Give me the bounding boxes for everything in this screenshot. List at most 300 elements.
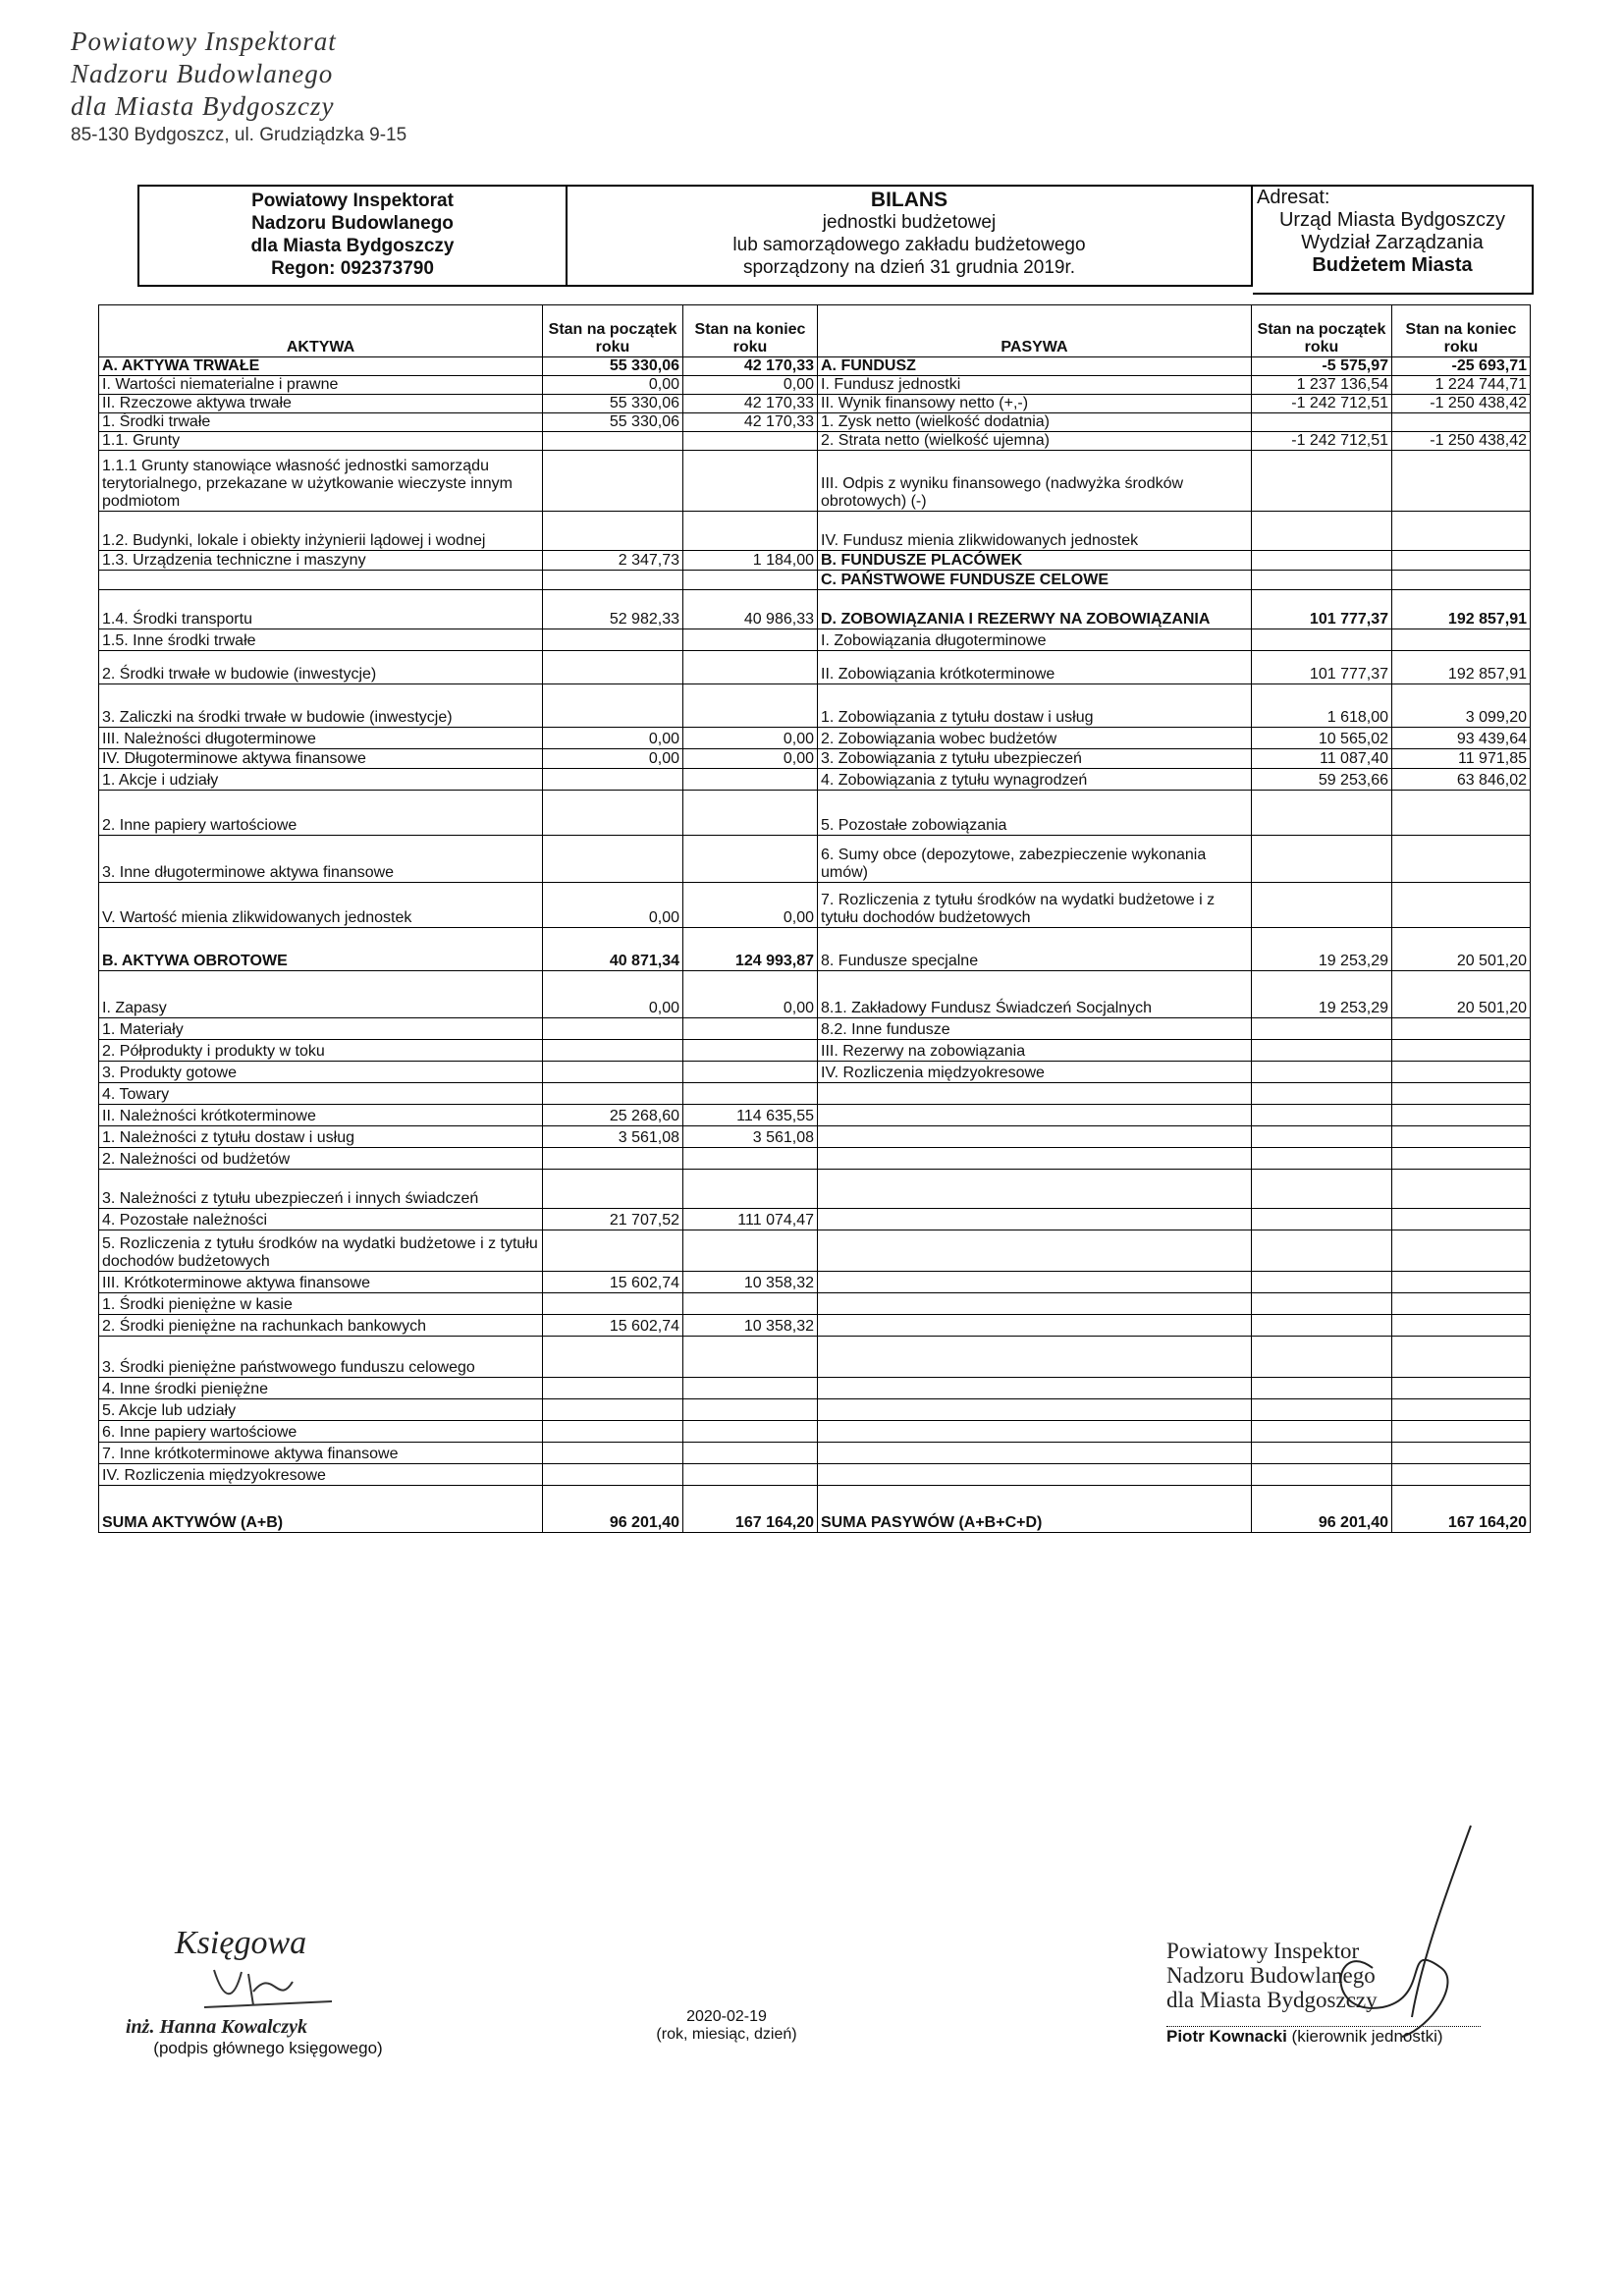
pasywa-item: 4. Zobowiązania z tytułu wynagrodzeń — [818, 769, 1252, 791]
handwritten-signature-right — [1314, 1821, 1481, 2047]
aktywa-end-value — [683, 1230, 818, 1272]
header-unit-box — [137, 185, 568, 287]
table-row — [99, 769, 1531, 791]
aktywa-end-value — [683, 651, 818, 684]
aktywa-end-value: 0,00 — [683, 749, 818, 769]
aktywa-end-value: 0,00 — [683, 971, 818, 1018]
aktywa-end-value — [683, 1293, 818, 1315]
aktywa-item: 2. Środki pieniężne na rachunkach bankowych — [99, 1315, 543, 1337]
aktywa-item: I. Zapasy — [99, 971, 543, 1018]
aktywa-end-value: 42 170,33 — [683, 413, 818, 432]
accountant-caption: (podpis głównego księgowego) — [153, 2039, 383, 2057]
pasywa-start-value: 11 087,40 — [1252, 749, 1392, 769]
signing-date-block — [628, 2008, 825, 2044]
table-row — [99, 728, 1531, 749]
aktywa-item: I. Wartości niematerialne i prawne — [99, 376, 543, 395]
aktywa-item: 4. Inne środki pieniężne — [99, 1378, 543, 1399]
pasywa-item: III. Rezerwy na zobowiązania — [818, 1040, 1252, 1062]
director-caption: (kierownik jednostki) — [1291, 2027, 1443, 2046]
aktywa-start-value — [543, 1443, 683, 1464]
pasywa-end-value — [1392, 883, 1531, 928]
aktywa-end-value: 0,00 — [683, 728, 818, 749]
pasywa-start-value — [1252, 413, 1392, 432]
aktywa-start-value: 0,00 — [543, 728, 683, 749]
pasywa-end-value — [1392, 1421, 1531, 1443]
aktywa-start-value: 52 982,33 — [543, 590, 683, 629]
pasywa-item: 7. Rozliczenia z tytułu środków na wydatki budżetowe i z tytułu dochodów budżetowych — [818, 883, 1252, 928]
aktywa-item: III. Należności długoterminowe — [99, 728, 543, 749]
aktywa-item: 2. Inne papiery wartościowe — [99, 791, 543, 836]
pasywa-start-value — [1252, 571, 1392, 590]
pasywa-start-header: Stan na początek roku — [1252, 305, 1392, 357]
aktywa-start-value — [543, 1378, 683, 1399]
pasywa-start-value — [1252, 1464, 1392, 1486]
aktywa-end-value: 10 358,32 — [683, 1272, 818, 1293]
aktywa-end-value: 42 170,33 — [683, 357, 818, 376]
aktywa-start-value — [543, 836, 683, 883]
table-row — [99, 791, 1531, 836]
pasywa-item: II. Wynik finansowy netto (+,-) — [818, 395, 1252, 413]
pasywa-end-value — [1392, 1126, 1531, 1148]
table-row — [99, 836, 1531, 883]
pasywa-end-value — [1392, 1018, 1531, 1040]
pasywa-end-value: 93 439,64 — [1392, 728, 1531, 749]
pasywa-item: III. Odpis z wyniku finansowego (nadwyżka środków obrotowych) (-) — [818, 451, 1252, 512]
aktywa-item: IV. Długoterminowe aktywa finansowe — [99, 749, 543, 769]
unit-line: Nadzoru Budowlanego — [251, 213, 454, 234]
aktywa-start-value: 3 561,08 — [543, 1126, 683, 1148]
aktywa-item: V. Wartość mienia zlikwidowanych jednostek — [99, 883, 543, 928]
aktywa-end-header: Stan na koniec roku — [683, 305, 818, 357]
aktywa-end-value — [683, 1148, 818, 1170]
pasywa-end-value — [1392, 1105, 1531, 1126]
table-row — [99, 1170, 1531, 1209]
aktywa-start-value: 15 602,74 — [543, 1315, 683, 1337]
pasywa-end-value — [1392, 1230, 1531, 1272]
aktywa-item: IV. Rozliczenia międzyokresowe — [99, 1464, 543, 1486]
pasywa-item: II. Zobowiązania krótkoterminowe — [818, 651, 1252, 684]
table-row — [99, 512, 1531, 551]
aktywa-start-value: 15 602,74 — [543, 1272, 683, 1293]
date-caption: (rok, miesiąc, dzień) — [656, 2026, 797, 2043]
aktywa-start-value — [543, 512, 683, 551]
addressee-label: Adresat: — [1257, 187, 1330, 208]
aktywa-item: 2. Środki trwałe w budowie (inwestycje) — [99, 651, 543, 684]
pasywa-start-value: 1 618,00 — [1252, 684, 1392, 728]
pasywa-start-value — [1252, 1105, 1392, 1126]
table-row — [99, 1272, 1531, 1293]
pasywa-end-value — [1392, 1337, 1531, 1378]
aktywa-end-value — [683, 1170, 818, 1209]
pasywa-end-value: 63 846,02 — [1392, 769, 1531, 791]
pasywa-start-value — [1252, 551, 1392, 571]
aktywa-total-label: SUMA AKTYWÓW (A+B) — [99, 1486, 543, 1533]
pasywa-item — [818, 1272, 1252, 1293]
signing-date: 2020-02-19 — [686, 2008, 767, 2025]
table-row — [99, 1148, 1531, 1170]
aktywa-item: II. Należności krótkoterminowe — [99, 1105, 543, 1126]
pasywa-end-value — [1392, 451, 1531, 512]
aktywa-item: 4. Pozostałe należności — [99, 1209, 543, 1230]
pasywa-item — [818, 1464, 1252, 1486]
aktywa-item: 1. Środki trwałe — [99, 413, 543, 432]
pasywa-end-value — [1392, 1040, 1531, 1062]
pasywa-start-value — [1252, 512, 1392, 551]
aktywa-item — [99, 571, 543, 590]
table-row — [99, 1378, 1531, 1399]
pasywa-end-value — [1392, 413, 1531, 432]
table-row — [99, 590, 1531, 629]
pasywa-item: 2. Zobowiązania wobec budżetów — [818, 728, 1252, 749]
table-row — [99, 1126, 1531, 1148]
pasywa-end-value — [1392, 1209, 1531, 1230]
aktywa-start-value: 40 871,34 — [543, 928, 683, 971]
totals-row — [99, 1486, 1531, 1533]
pasywa-item: 5. Pozostałe zobowiązania — [818, 791, 1252, 836]
pasywa-start-value — [1252, 629, 1392, 651]
aktywa-end-value — [683, 451, 818, 512]
aktywa-start-value — [543, 769, 683, 791]
director-stamp-line: Nadzoru Budowlanego — [1166, 1963, 1376, 1988]
addressee-line: Budżetem Miasta — [1312, 254, 1473, 276]
pasywa-start-value — [1252, 1421, 1392, 1443]
aktywa-start-value — [543, 791, 683, 836]
pasywa-start-value: 19 253,29 — [1252, 928, 1392, 971]
table-row — [99, 376, 1531, 395]
table-row — [99, 1399, 1531, 1421]
unit-head-signature — [1166, 1939, 1481, 2047]
aktywa-end-value — [683, 1040, 818, 1062]
accountant-stamp-name: inż. Hanna Kowalczyk — [126, 2016, 308, 2038]
pasywa-item — [818, 1337, 1252, 1378]
aktywa-end-value — [683, 1443, 818, 1464]
aktywa-start-value — [543, 1293, 683, 1315]
aktywa-end-value — [683, 629, 818, 651]
pasywa-end-value — [1392, 1293, 1531, 1315]
pasywa-end-header: Stan na koniec roku — [1392, 305, 1531, 357]
title-line: jednostki budżetowej — [822, 212, 997, 233]
aktywa-end-value: 114 635,55 — [683, 1105, 818, 1126]
pasywa-end-value — [1392, 1083, 1531, 1105]
aktywa-header: AKTYWA — [99, 305, 543, 357]
aktywa-end-value: 111 074,47 — [683, 1209, 818, 1230]
table-row — [99, 571, 1531, 590]
stamp-line: Nadzoru Budowlanego — [71, 59, 334, 88]
aktywa-total-end: 167 164,20 — [683, 1486, 818, 1533]
aktywa-item: 5. Rozliczenia z tytułu środków na wydatki budżetowe i z tytułu dochodów budżetowych — [99, 1230, 543, 1272]
title-line: sporządzony na dzień 31 grudnia 2019r. — [742, 257, 1076, 278]
pasywa-item: A. FUNDUSZ — [818, 357, 1252, 376]
aktywa-item: 1.4. Środki transportu — [99, 590, 543, 629]
aktywa-item: 1.1.1 Grunty stanowiące własność jednostki samorządu terytorialnego, przekazane w użytkowanie wieczyste innym podmiotom — [99, 451, 543, 512]
table-row — [99, 1421, 1531, 1443]
aktywa-item: 1. Środki pieniężne w kasie — [99, 1293, 543, 1315]
pasywa-start-value — [1252, 1315, 1392, 1337]
pasywa-total-label: SUMA PASYWÓW (A+B+C+D) — [818, 1486, 1252, 1533]
pasywa-item: B. FUNDUSZE PLACÓWEK — [818, 551, 1252, 571]
pasywa-end-value — [1392, 1399, 1531, 1421]
chief-accountant-signature — [106, 1925, 430, 2058]
aktywa-end-value: 1 184,00 — [683, 551, 818, 571]
aktywa-end-value: 10 358,32 — [683, 1315, 818, 1337]
pasywa-start-value — [1252, 1230, 1392, 1272]
aktywa-item: 1.1. Grunty — [99, 432, 543, 451]
table-row — [99, 1062, 1531, 1083]
pasywa-end-value: 192 857,91 — [1392, 651, 1531, 684]
aktywa-item: 4. Towary — [99, 1083, 543, 1105]
aktywa-end-value — [683, 1399, 818, 1421]
handwritten-signature-left — [106, 1962, 401, 2011]
table-row — [99, 651, 1531, 684]
aktywa-item: 1. Akcje i udziały — [99, 769, 543, 791]
pasywa-start-value — [1252, 836, 1392, 883]
aktywa-start-value — [543, 1018, 683, 1040]
pasywa-item: 1. Zysk netto (wielkość dodatnia) — [818, 413, 1252, 432]
aktywa-start-value — [543, 1230, 683, 1272]
pasywa-end-value — [1392, 1170, 1531, 1209]
aktywa-item: 1.3. Urządzenia techniczne i maszyny — [99, 551, 543, 571]
pasywa-start-value — [1252, 451, 1392, 512]
director-stamp-line: Powiatowy Inspektor — [1166, 1939, 1360, 1963]
pasywa-start-value — [1252, 1337, 1392, 1378]
aktywa-item: II. Rzeczowe aktywa trwałe — [99, 395, 543, 413]
pasywa-item — [818, 1126, 1252, 1148]
accountant-stamp-title: Księgowa — [175, 1925, 307, 1961]
pasywa-total-end: 167 164,20 — [1392, 1486, 1531, 1533]
aktywa-start-value — [543, 1170, 683, 1209]
aktywa-start-value — [543, 1062, 683, 1083]
pasywa-header: PASYWA — [818, 305, 1252, 357]
pasywa-item: 8.2. Inne fundusze — [818, 1018, 1252, 1040]
aktywa-start-value — [543, 1399, 683, 1421]
table-row — [99, 971, 1531, 1018]
aktywa-start-value: 21 707,52 — [543, 1209, 683, 1230]
stamp-line: dla Miasta Bydgoszczy — [71, 91, 335, 121]
pasywa-start-value — [1252, 1209, 1392, 1230]
aktywa-item: A. AKTYWA TRWAŁE — [99, 357, 543, 376]
pasywa-end-value: -1 250 438,42 — [1392, 395, 1531, 413]
pasywa-end-value — [1392, 629, 1531, 651]
aktywa-start-value — [543, 1040, 683, 1062]
aktywa-start-value — [543, 1337, 683, 1378]
aktywa-item: 7. Inne krótkoterminowe aktywa finansowe — [99, 1443, 543, 1464]
aktywa-end-value: 0,00 — [683, 883, 818, 928]
pasywa-item — [818, 1378, 1252, 1399]
director-name: Piotr Kownacki — [1166, 2027, 1287, 2046]
aktywa-end-value: 0,00 — [683, 376, 818, 395]
aktywa-item: 3. Należności z tytułu ubezpieczeń i innych świadczeń — [99, 1170, 543, 1209]
pasywa-end-value: 20 501,20 — [1392, 971, 1531, 1018]
aktywa-start-value: 0,00 — [543, 883, 683, 928]
aktywa-end-value — [683, 769, 818, 791]
pasywa-end-value — [1392, 571, 1531, 590]
pasywa-end-value — [1392, 1148, 1531, 1170]
title-line: lub samorządowego zakładu budżetowego — [732, 235, 1086, 255]
aktywa-start-value: 55 330,06 — [543, 413, 683, 432]
pasywa-end-value — [1392, 1443, 1531, 1464]
pasywa-start-value — [1252, 791, 1392, 836]
pasywa-start-value: 59 253,66 — [1252, 769, 1392, 791]
pasywa-item — [818, 1421, 1252, 1443]
pasywa-start-value — [1252, 1126, 1392, 1148]
aktywa-item: 1. Należności z tytułu dostaw i usług — [99, 1126, 543, 1148]
table-row — [99, 357, 1531, 376]
pasywa-item: D. ZOBOWIĄZANIA I REZERWY NA ZOBOWIĄZANIA — [818, 590, 1252, 629]
table-row — [99, 395, 1531, 413]
pasywa-item — [818, 1443, 1252, 1464]
pasywa-end-value — [1392, 1378, 1531, 1399]
pasywa-item: 1. Zobowiązania z tytułu dostaw i usług — [818, 684, 1252, 728]
pasywa-item — [818, 1230, 1252, 1272]
aktywa-end-value — [683, 512, 818, 551]
aktywa-item: 3. Zaliczki na środki trwałe w budowie (inwestycje) — [99, 684, 543, 728]
aktywa-end-value — [683, 836, 818, 883]
aktywa-start-value — [543, 1464, 683, 1486]
pasywa-end-value: 192 857,91 — [1392, 590, 1531, 629]
aktywa-item: 5. Akcje lub udziały — [99, 1399, 543, 1421]
aktywa-start-value: 2 347,73 — [543, 551, 683, 571]
addressee-line: Wydział Zarządzania — [1301, 232, 1484, 253]
table-row — [99, 413, 1531, 432]
table-row — [99, 1464, 1531, 1486]
pasywa-item — [818, 1209, 1252, 1230]
pasywa-start-value — [1252, 1148, 1392, 1170]
addressee-line: Urząd Miasta Bydgoszczy — [1278, 209, 1506, 231]
aktywa-end-value — [683, 1083, 818, 1105]
table-row — [99, 749, 1531, 769]
pasywa-item: 2. Strata netto (wielkość ujemna) — [818, 432, 1252, 451]
aktywa-start-value: 55 330,06 — [543, 395, 683, 413]
aktywa-end-value — [683, 1421, 818, 1443]
aktywa-start-value: 25 268,60 — [543, 1105, 683, 1126]
pasywa-item: C. PAŃSTWOWE FUNDUSZE CELOWE — [818, 571, 1252, 590]
aktywa-total-start: 96 201,40 — [543, 1486, 683, 1533]
pasywa-end-value — [1392, 1464, 1531, 1486]
table-row — [99, 928, 1531, 971]
document-title: BILANS — [870, 189, 948, 211]
aktywa-start-value: 55 330,06 — [543, 357, 683, 376]
aktywa-item: 6. Inne papiery wartościowe — [99, 1421, 543, 1443]
office-stamp — [71, 26, 444, 146]
pasywa-start-value: 1 237 136,54 — [1252, 376, 1392, 395]
pasywa-start-value: -1 242 712,51 — [1252, 395, 1392, 413]
aktywa-start-value — [543, 451, 683, 512]
table-row — [99, 1337, 1531, 1378]
aktywa-start-value — [543, 629, 683, 651]
aktywa-end-value — [683, 432, 818, 451]
director-stamp-line: dla Miasta Bydgoszczy — [1166, 1988, 1378, 2012]
pasywa-start-value — [1252, 1399, 1392, 1421]
table-row — [99, 629, 1531, 651]
aktywa-item: 2. Półprodukty i produkty w toku — [99, 1040, 543, 1062]
pasywa-start-value — [1252, 1040, 1392, 1062]
aktywa-end-value: 42 170,33 — [683, 395, 818, 413]
pasywa-item — [818, 1170, 1252, 1209]
pasywa-item — [818, 1105, 1252, 1126]
table-row — [99, 1293, 1531, 1315]
table-header-row — [99, 305, 1531, 357]
pasywa-end-value — [1392, 791, 1531, 836]
aktywa-item: 1.2. Budynki, lokale i obiekty inżynierii lądowej i wodnej — [99, 512, 543, 551]
table-row — [99, 883, 1531, 928]
table-row — [99, 1105, 1531, 1126]
pasywa-item — [818, 1399, 1252, 1421]
aktywa-start-value — [543, 684, 683, 728]
table-row — [99, 1443, 1531, 1464]
pasywa-start-value: -5 575,97 — [1252, 357, 1392, 376]
pasywa-item — [818, 1148, 1252, 1170]
aktywa-item: 2. Należności od budżetów — [99, 1148, 543, 1170]
aktywa-end-value — [683, 1378, 818, 1399]
aktywa-start-value: 0,00 — [543, 749, 683, 769]
pasywa-item — [818, 1293, 1252, 1315]
pasywa-start-value — [1252, 1293, 1392, 1315]
pasywa-start-value — [1252, 1170, 1392, 1209]
pasywa-end-value — [1392, 512, 1531, 551]
pasywa-start-value: -1 242 712,51 — [1252, 432, 1392, 451]
pasywa-start-value: 101 777,37 — [1252, 651, 1392, 684]
pasywa-start-value — [1252, 1443, 1392, 1464]
table-row — [99, 432, 1531, 451]
table-row — [99, 1230, 1531, 1272]
aktywa-item: 1. Materiały — [99, 1018, 543, 1040]
table-row — [99, 551, 1531, 571]
header-title-box — [568, 185, 1253, 287]
pasywa-end-value: -1 250 438,42 — [1392, 432, 1531, 451]
aktywa-end-value: 3 561,08 — [683, 1126, 818, 1148]
aktywa-start-header: Stan na początek roku — [543, 305, 683, 357]
table-row — [99, 451, 1531, 512]
pasywa-end-value — [1392, 1315, 1531, 1337]
pasywa-start-value — [1252, 1378, 1392, 1399]
pasywa-item: IV. Fundusz mienia zlikwidowanych jednostek — [818, 512, 1252, 551]
pasywa-start-value: 19 253,29 — [1252, 971, 1392, 1018]
pasywa-start-value — [1252, 883, 1392, 928]
aktywa-start-value — [543, 1148, 683, 1170]
table-row — [99, 1040, 1531, 1062]
aktywa-end-value — [683, 791, 818, 836]
aktywa-end-value — [683, 571, 818, 590]
aktywa-item: 3. Inne długoterminowe aktywa finansowe — [99, 836, 543, 883]
aktywa-item: 1.5. Inne środki trwałe — [99, 629, 543, 651]
aktywa-start-value: 0,00 — [543, 971, 683, 1018]
aktywa-end-value: 40 986,33 — [683, 590, 818, 629]
unit-line: dla Miasta Bydgoszczy — [250, 236, 455, 256]
pasywa-end-value: 11 971,85 — [1392, 749, 1531, 769]
pasywa-end-value — [1392, 836, 1531, 883]
aktywa-end-value — [683, 684, 818, 728]
pasywa-end-value: -25 693,71 — [1392, 357, 1531, 376]
table-row — [99, 1315, 1531, 1337]
pasywa-item: 8.1. Zakładowy Fundusz Świadczeń Socjalnych — [818, 971, 1252, 1018]
aktywa-start-value — [543, 1421, 683, 1443]
pasywa-start-value — [1252, 1018, 1392, 1040]
pasywa-end-value — [1392, 551, 1531, 571]
aktywa-end-value — [683, 1464, 818, 1486]
unit-line: Powiatowy Inspektorat — [251, 191, 454, 211]
balance-sheet-table — [98, 304, 1531, 1533]
aktywa-end-value — [683, 1062, 818, 1083]
pasywa-total-start: 96 201,40 — [1252, 1486, 1392, 1533]
pasywa-start-value — [1252, 1062, 1392, 1083]
table-row — [99, 1083, 1531, 1105]
pasywa-end-value — [1392, 1272, 1531, 1293]
unit-regon: Regon: 092373790 — [271, 258, 434, 279]
aktywa-start-value — [543, 1083, 683, 1105]
table-row — [99, 684, 1531, 728]
header-addressee-box — [1253, 185, 1534, 295]
aktywa-end-value — [683, 1337, 818, 1378]
